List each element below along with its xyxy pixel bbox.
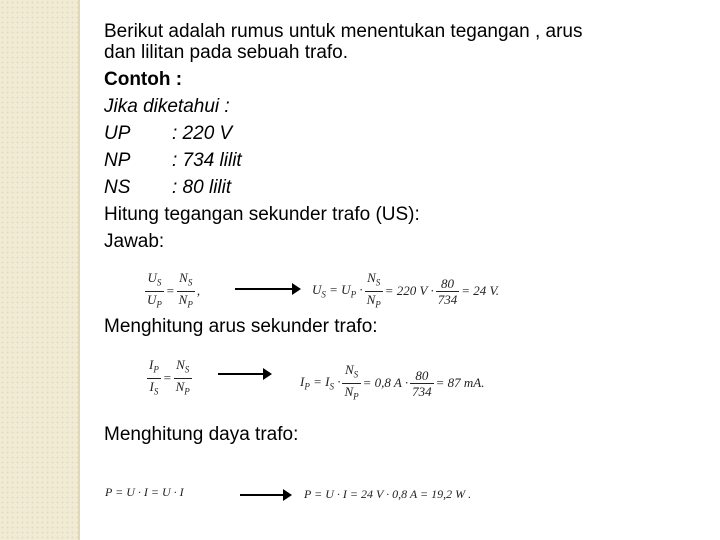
given-row-np [104,150,242,172]
current-calc-formula: $I_P = I_S$ · $\frac{N_S}{N_P}$ = 0,8 A · $\frac{80}{734}$ = 87 mA. [300,362,485,402]
answer-heading: Jawab: [104,231,165,252]
arrow [240,494,290,496]
given-label: NS [104,177,131,198]
given-label: UP [104,123,131,144]
given-value: : 80 lilit [172,177,232,198]
arrow [218,373,270,375]
voltage-ratio-formula: $\frac{U_S}{U_P}$ = $\frac{N_S}{N_P}$ , [147,270,201,310]
current-heading: Menghitung arus sekunder trafo: [104,316,378,337]
power-formula: P = U · I = U · I [105,485,184,499]
given-label: NP [104,150,131,171]
power-heading: Menghitung daya trafo: [104,424,299,445]
example-heading: Contoh : [104,69,183,90]
arrow [235,288,299,290]
intro-line-2: dan lilitan pada sebuah trafo. [104,42,349,63]
given-value: : 220 V [172,123,233,144]
power-calc-formula: P = U · I = 24 V · 0,8 A = 19,2 W . [304,487,472,501]
current-ratio-formula: $\frac{I_P}{I_S}$ = $\frac{N_S}{N_P}$ [149,357,190,397]
intro-line-1: Berikut adalah rumus untuk menentukan tegangan , arus [104,21,583,42]
question-text: Hitung tegangan sekunder trafo (US): [104,204,420,225]
given-row-ns [104,177,231,199]
given-heading: Jika diketahui : [104,96,230,117]
given-row-up [104,123,232,145]
voltage-calc-formula: $U_S = U_P$ · $\frac{N_S}{N_P}$ = 220 V · $\frac{80}{734}$ = 24 V. [312,270,500,310]
decorative-sidebar [0,0,78,540]
sidebar-border [78,0,80,540]
given-value: : 734 lilit [172,150,242,171]
